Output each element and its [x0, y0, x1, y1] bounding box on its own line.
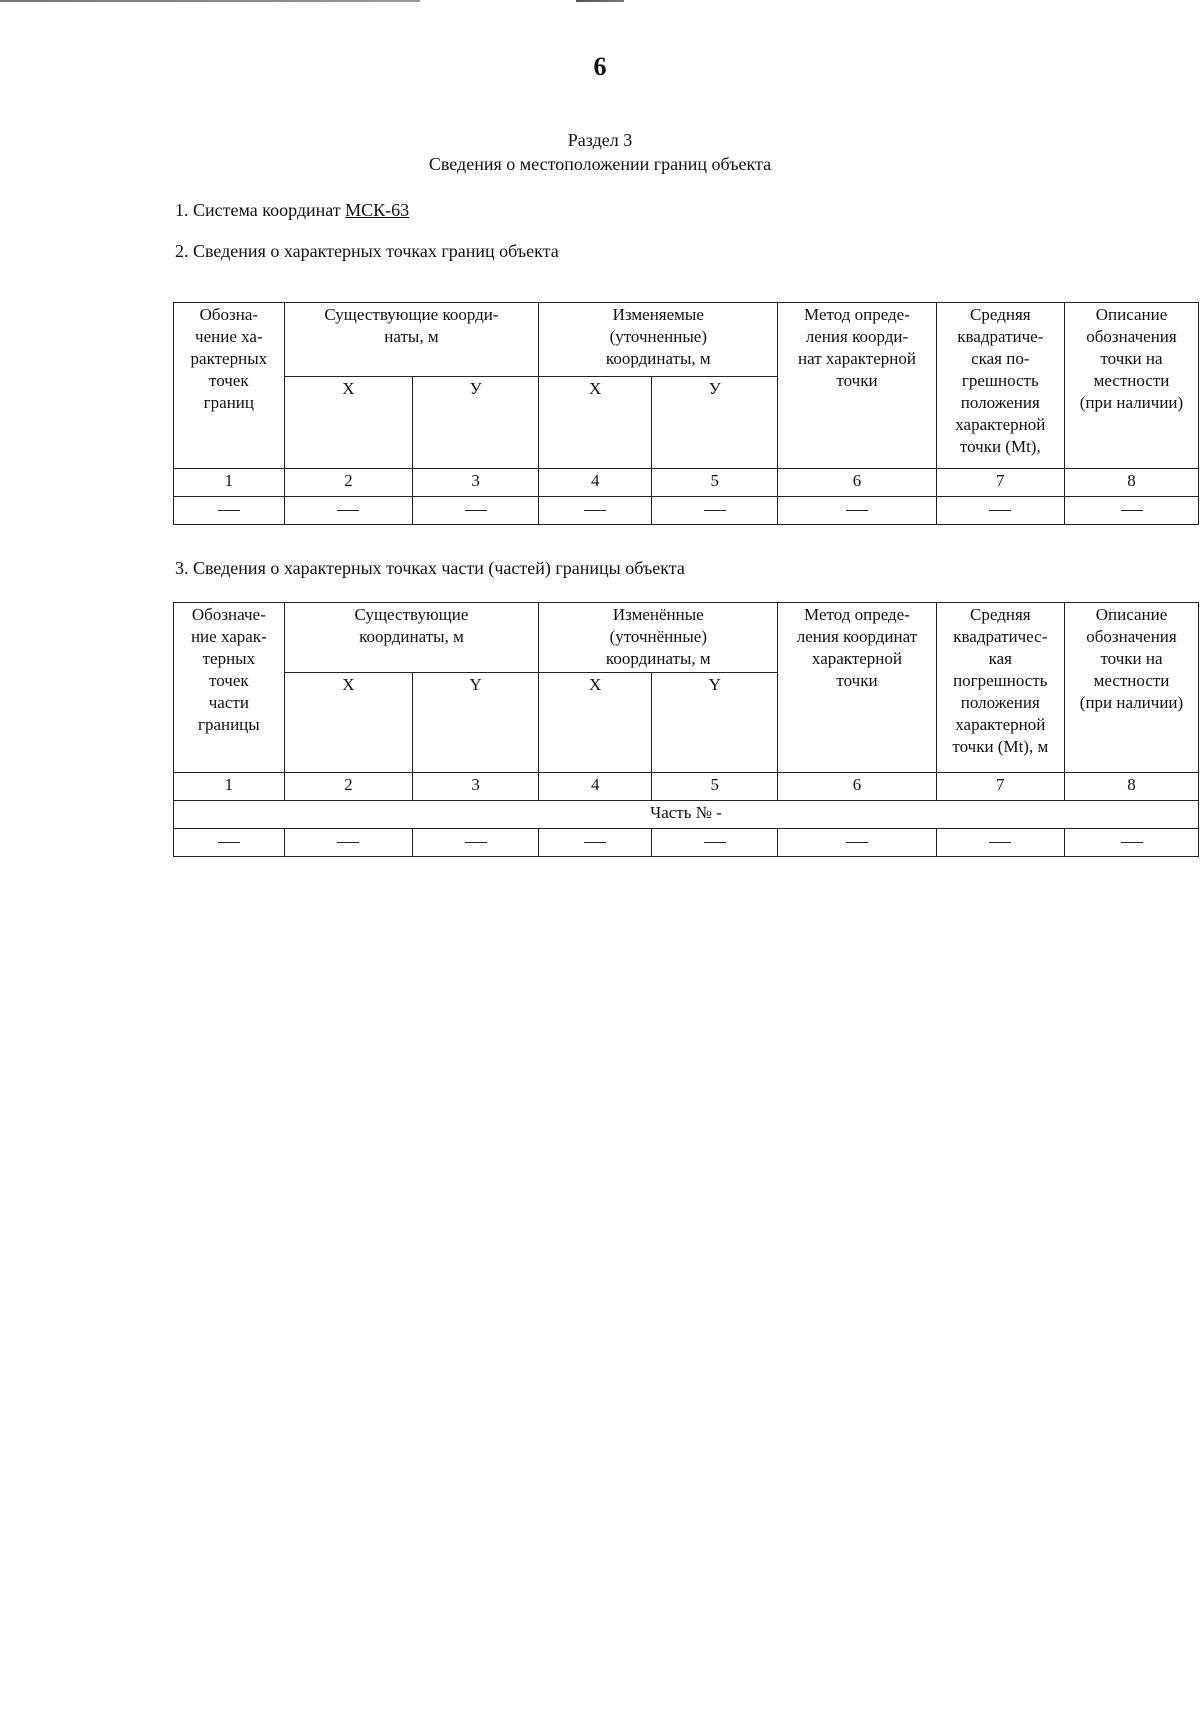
subheader-y-changed: Y — [652, 673, 778, 773]
page-number: 6 — [593, 52, 607, 81]
empty-cell-dash — [539, 829, 652, 857]
empty-cell-dash — [174, 497, 285, 525]
header-method: Метод опреде- ления коорди- нат характерной точки — [778, 303, 936, 469]
boundary-points-table — [173, 302, 1199, 525]
empty-cell-dash — [413, 829, 539, 857]
part-boundary-points-table — [173, 602, 1199, 857]
coordinate-system-line — [175, 199, 409, 221]
empty-cell-dash — [778, 497, 936, 525]
column-number: 3 — [413, 773, 539, 801]
empty-cell-dash — [174, 829, 285, 857]
empty-cell-dash — [778, 829, 936, 857]
column-number: 6 — [778, 773, 936, 801]
coordinate-system-value: МСК-63 — [345, 200, 410, 220]
empty-cell-dash — [652, 497, 778, 525]
column-number: 2 — [284, 773, 412, 801]
table-row — [174, 497, 1199, 525]
header-point-designation: Обозна- чение ха- рактерных точек границ — [174, 303, 285, 469]
coordinate-system-prefix: 1. Система координат — [175, 200, 341, 220]
column-number: 3 — [413, 469, 539, 497]
header-existing-coordinates: Существующие координаты, м — [284, 603, 539, 673]
empty-cell-dash — [936, 497, 1064, 525]
subheader-x-changed: X — [539, 377, 652, 469]
column-number: 7 — [936, 773, 1064, 801]
section-label: Раздел 3 — [567, 130, 633, 150]
table2-heading: 3. Сведения о характерных точках части (частей) границы объекта — [175, 558, 685, 578]
empty-cell-dash — [936, 829, 1064, 857]
part-label: Часть № - — [174, 801, 1199, 829]
scan-edge-artifact — [0, 0, 1200, 2]
header-description: Описание обозначения точки на местности (при наличии) — [1065, 603, 1199, 773]
column-number: 2 — [284, 469, 412, 497]
subheader-y-changed: У — [652, 377, 778, 469]
subheader-x-changed: X — [539, 673, 652, 773]
column-number: 7 — [936, 469, 1064, 497]
header-mean-square-error: Средняя квадратичес- кая погрешность положения характерной точки (Mt), м — [936, 603, 1064, 773]
section-title: Сведения о местоположении границ объекта — [428, 154, 772, 174]
column-number: 4 — [539, 469, 652, 497]
empty-cell-dash — [1065, 497, 1199, 525]
empty-cell-dash — [413, 497, 539, 525]
column-number: 4 — [539, 773, 652, 801]
header-point-designation: Обозначе- ние харак- терных точек части границы — [174, 603, 285, 773]
header-mean-square-error: Средняя квадратиче- ская по- грешность положения характерной точки (Mt), — [936, 303, 1064, 469]
column-number: 5 — [652, 469, 778, 497]
empty-cell-dash — [652, 829, 778, 857]
section-heading — [0, 128, 1200, 176]
column-number: 8 — [1065, 773, 1199, 801]
column-numbers-row — [174, 469, 1199, 497]
column-number: 1 — [174, 773, 285, 801]
column-number: 8 — [1065, 469, 1199, 497]
header-method: Метод опреде- ления координат характерной точки — [778, 603, 936, 773]
column-number: 1 — [174, 469, 285, 497]
empty-cell-dash — [539, 497, 652, 525]
subheader-y-existing: Y — [413, 673, 539, 773]
column-number: 5 — [652, 773, 778, 801]
part-row — [174, 801, 1199, 829]
empty-cell-dash — [1065, 829, 1199, 857]
header-changed-coordinates: Изменяемые (уточненные) координаты, м — [539, 303, 778, 377]
subheader-x-existing: X — [284, 673, 412, 773]
header-description: Описание обозначения точки на местности (при наличии) — [1065, 303, 1199, 469]
table-row — [174, 829, 1199, 857]
table1-heading: 2. Сведения о характерных точках границ объекта — [175, 241, 559, 261]
subheader-y-existing: У — [413, 377, 539, 469]
subheader-x-existing: X — [284, 377, 412, 469]
column-numbers-row — [174, 773, 1199, 801]
empty-cell-dash — [284, 497, 412, 525]
empty-cell-dash — [284, 829, 412, 857]
header-changed-coordinates: Изменённые (уточнённые) координаты, м — [539, 603, 778, 673]
column-number: 6 — [778, 469, 936, 497]
header-existing-coordinates: Существующие коорди- наты, м — [284, 303, 539, 377]
